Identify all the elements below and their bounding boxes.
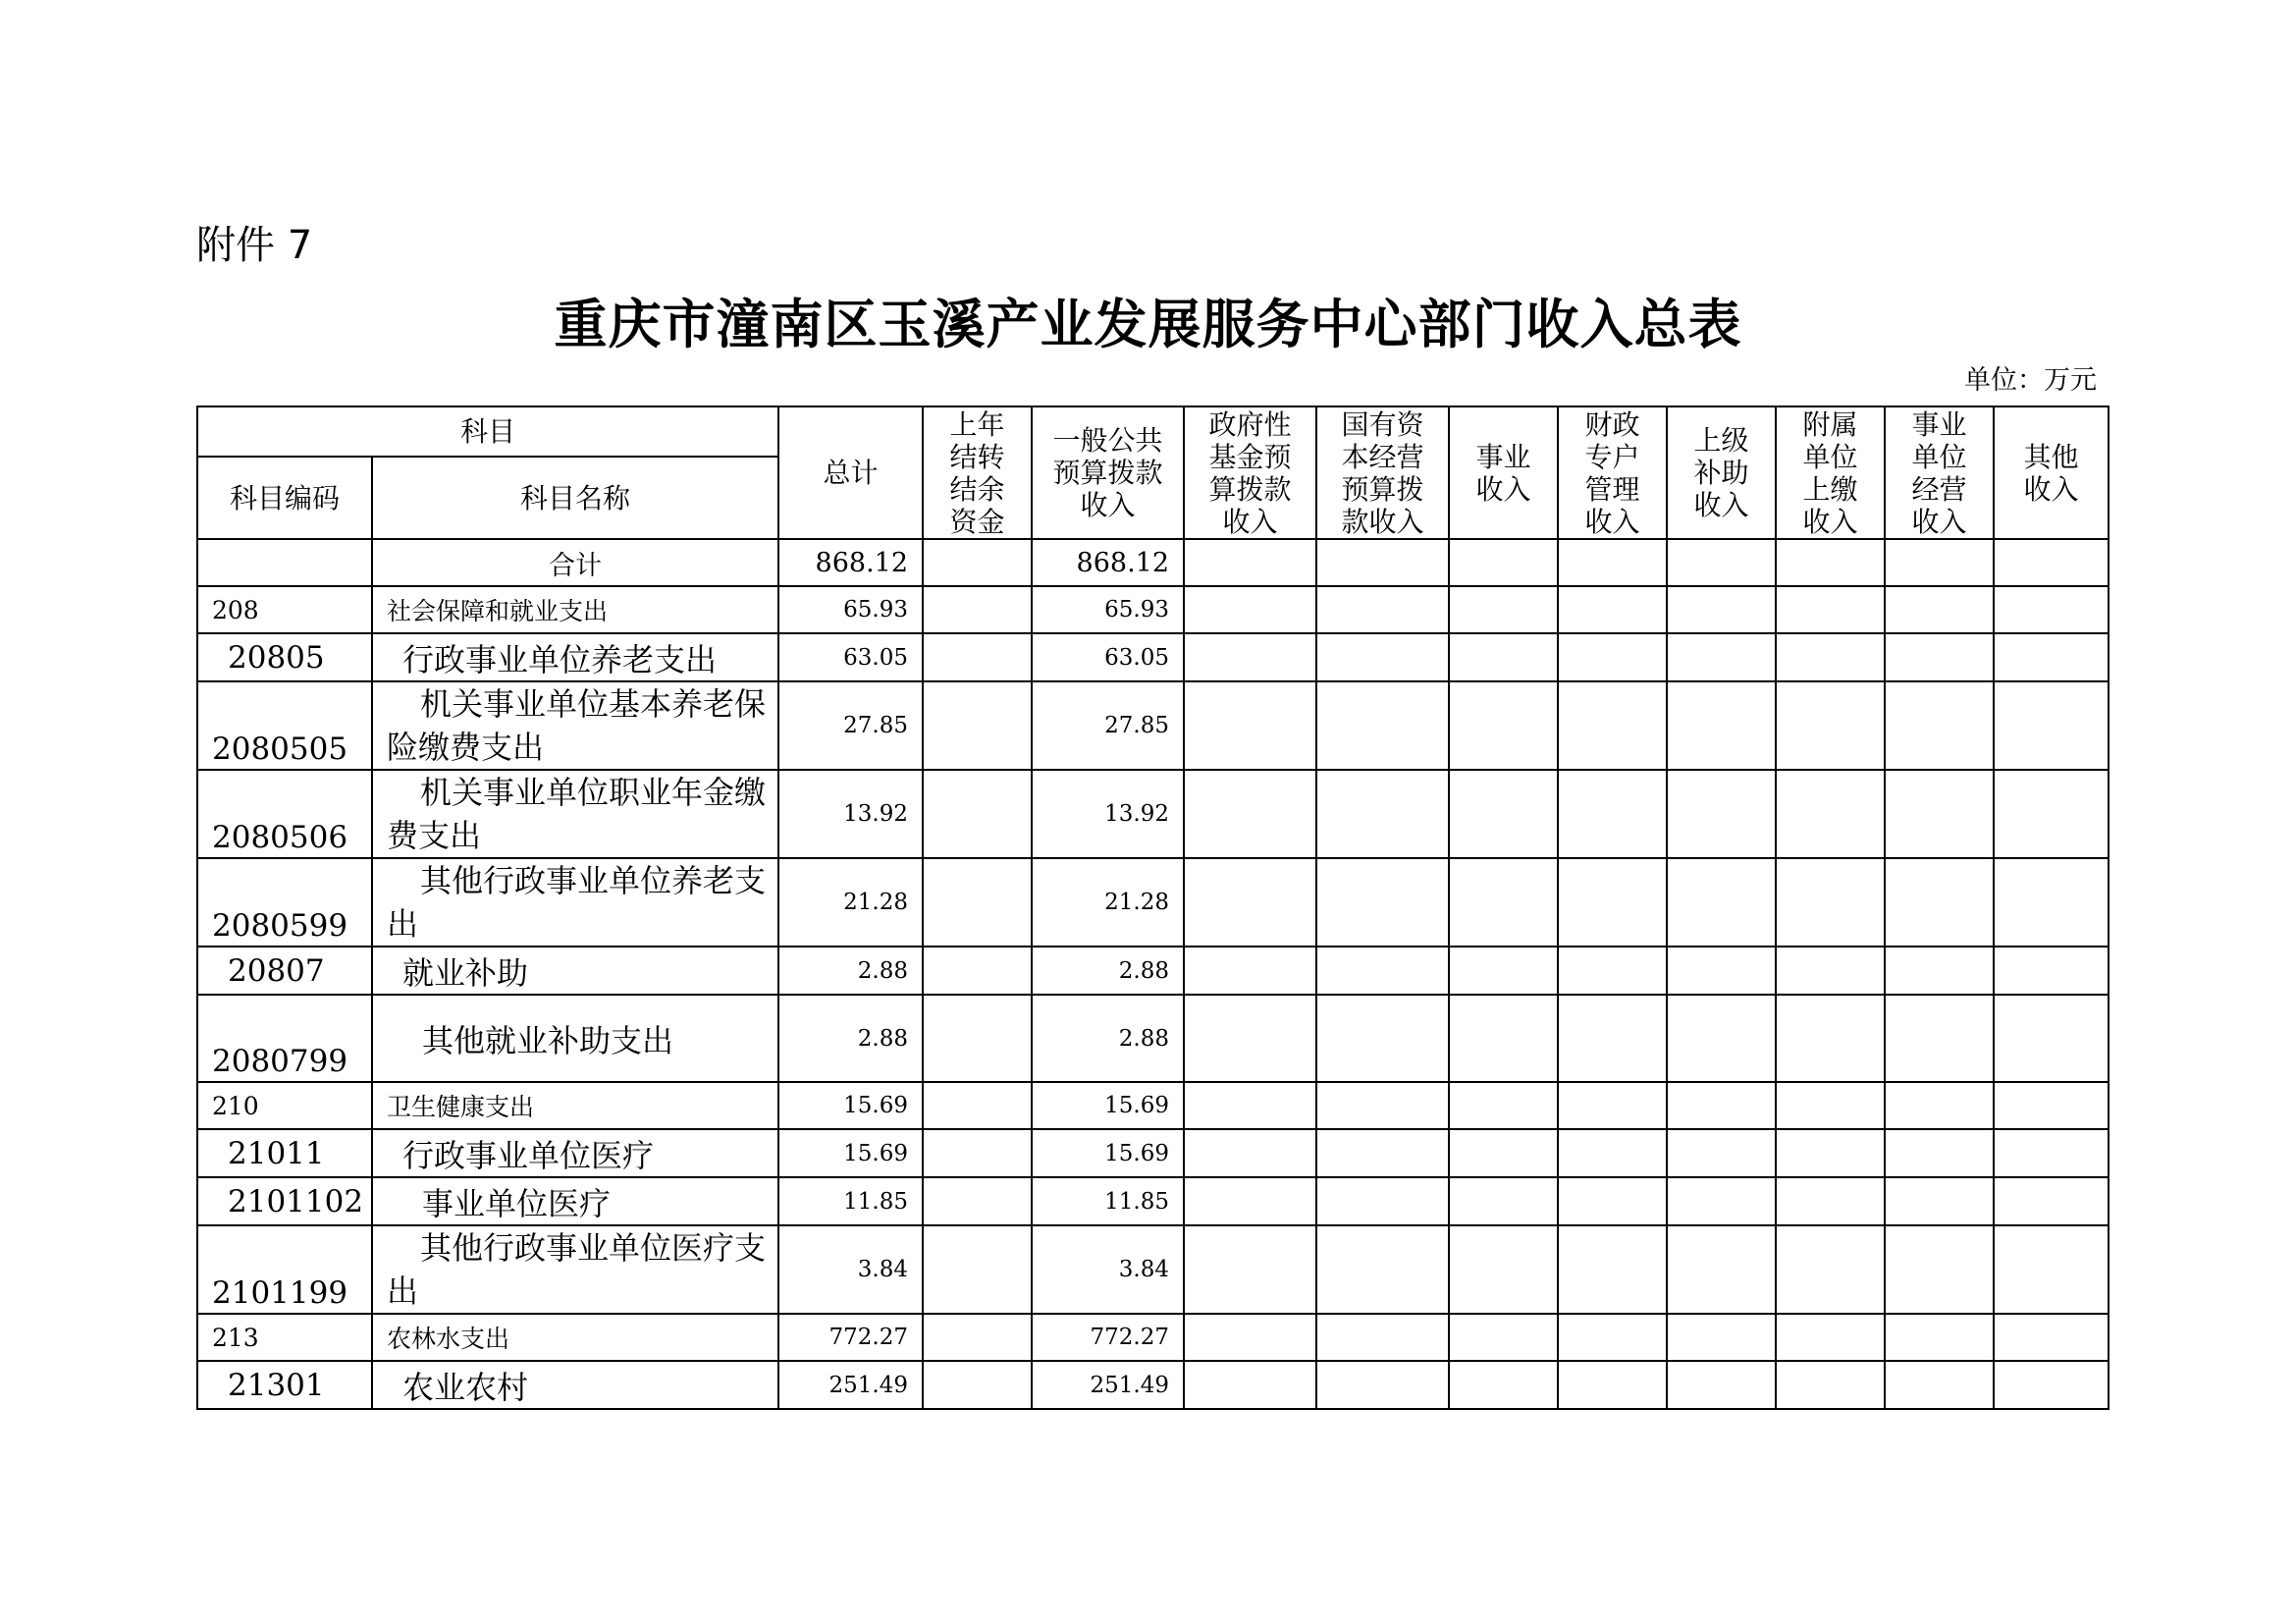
- empty-cell: [1994, 858, 2109, 947]
- empty-cell: [1184, 1082, 1316, 1129]
- total-value: 27.85: [778, 681, 923, 770]
- carryover-value: [923, 1129, 1032, 1177]
- empty-cell: [1885, 1314, 1994, 1361]
- carryover-value: [923, 1225, 1032, 1314]
- header-line: 单位: [1802, 440, 1858, 473]
- table-row: [197, 1361, 2109, 1409]
- header-line: 补助: [1693, 457, 1749, 489]
- empty-cell: [1885, 770, 1994, 858]
- table-row: [197, 586, 2109, 633]
- business-operation-header: [1885, 406, 1994, 539]
- empty-cell: [1316, 1177, 1449, 1225]
- total-value: 63.05: [778, 633, 923, 681]
- header-line: 收入: [1802, 505, 1858, 538]
- header-line: 收入: [1080, 489, 1136, 521]
- empty-cell: [1776, 995, 1885, 1082]
- subject-code: 2080506: [197, 770, 372, 858]
- carryover-value: [923, 633, 1032, 681]
- empty-cell: [1184, 995, 1316, 1082]
- empty-cell: [1885, 681, 1994, 770]
- empty-cell: [1994, 1082, 2109, 1129]
- empty-cell: [1449, 995, 1558, 1082]
- empty-cell: [1558, 1225, 1667, 1314]
- table-row: [197, 1314, 2109, 1361]
- total-value: 251.49: [778, 1361, 923, 1409]
- header-line: 经营: [1911, 472, 1967, 506]
- empty-cell: [1667, 1129, 1776, 1177]
- total-value: 2.88: [778, 995, 923, 1082]
- subject-name: 就业补助: [372, 947, 778, 995]
- total-row: [197, 539, 2109, 586]
- empty-cell: [1667, 1082, 1776, 1129]
- empty-cell: [1558, 1129, 1667, 1177]
- empty-cell: [1776, 1082, 1885, 1129]
- empty-cell: [1885, 1082, 1994, 1129]
- carryover-value: [923, 995, 1032, 1082]
- empty-cell: [1449, 1314, 1558, 1361]
- empty-cell: [1558, 770, 1667, 858]
- empty-cell: [1667, 858, 1776, 947]
- total-value: 11.85: [778, 1177, 923, 1225]
- gov-fund-header: [1184, 406, 1316, 539]
- empty-cell: [1885, 1129, 1994, 1177]
- empty-cell: [1885, 858, 1994, 947]
- table-row: [197, 858, 2109, 947]
- empty-cell: [1316, 633, 1449, 681]
- empty-cell: [1994, 633, 2109, 681]
- income-summary-table: [196, 406, 2109, 1410]
- empty-cell: [1449, 1129, 1558, 1177]
- header-line: 结转: [949, 440, 1005, 473]
- header-line: 资金: [949, 505, 1005, 538]
- empty-cell: [1994, 1314, 2109, 1361]
- empty-cell: [1558, 586, 1667, 633]
- empty-cell: [1994, 770, 2109, 858]
- empty-cell: [1776, 681, 1885, 770]
- empty-cell: [1667, 1361, 1776, 1409]
- empty-cell: [1776, 539, 1885, 586]
- carryover-value: [923, 1177, 1032, 1225]
- empty-cell: [1885, 1225, 1994, 1314]
- empty-cell: [1885, 539, 1994, 586]
- empty-cell: [1667, 770, 1776, 858]
- empty-cell: [1558, 995, 1667, 1082]
- subject-code: 21301: [197, 1361, 372, 1409]
- header-line: 一般公共: [1052, 424, 1163, 457]
- total-value: 772.27: [778, 1314, 923, 1361]
- name-header: 科目名称: [372, 457, 778, 539]
- table-row: [197, 1225, 2109, 1314]
- header-line: 事业: [1911, 407, 1967, 441]
- table-row: [197, 681, 2109, 770]
- carryover-value: [923, 586, 1032, 633]
- header-line: 管理: [1584, 472, 1640, 506]
- empty-cell: [1316, 1129, 1449, 1177]
- subject-name: 机关事业单位职业年金缴费支出: [372, 770, 778, 858]
- table-row: [197, 995, 2109, 1082]
- empty-cell: [1558, 1082, 1667, 1129]
- empty-cell: [1449, 681, 1558, 770]
- empty-cell: [1667, 1177, 1776, 1225]
- header-line: 基金预: [1208, 440, 1292, 473]
- header-line: 国有资: [1341, 407, 1424, 441]
- general-budget-value: 251.49: [1032, 1361, 1184, 1409]
- general-budget-value: 2.88: [1032, 947, 1184, 995]
- subject-name: 事业单位医疗: [372, 1177, 778, 1225]
- empty-cell: [1994, 539, 2109, 586]
- header-line: 事业: [1475, 440, 1531, 473]
- empty-cell: [1776, 1225, 1885, 1314]
- business-income-header: [1449, 406, 1558, 539]
- empty-cell: [1449, 539, 1558, 586]
- subject-code: 2080799: [197, 995, 372, 1082]
- empty-cell: [1776, 770, 1885, 858]
- table-row: [197, 947, 2109, 995]
- subject-name: 其他行政事业单位养老支出: [372, 858, 778, 947]
- subject-code: 208: [197, 586, 372, 633]
- total-value: 15.69: [778, 1082, 923, 1129]
- subject-code: 2101199: [197, 1225, 372, 1314]
- general-budget-value: 21.28: [1032, 858, 1184, 947]
- empty-cell: [1994, 1361, 2109, 1409]
- subject-code: 20807: [197, 947, 372, 995]
- general-budget-value: 2.88: [1032, 995, 1184, 1082]
- empty-cell: [1994, 1129, 2109, 1177]
- empty-cell: [1667, 995, 1776, 1082]
- empty-cell: [1449, 858, 1558, 947]
- subject-name: 农业农村: [372, 1361, 778, 1409]
- empty-cell: [1449, 586, 1558, 633]
- header-line: 收入: [1475, 472, 1531, 506]
- empty-cell: [1184, 1129, 1316, 1177]
- general-budget-header: [1032, 406, 1184, 539]
- affiliated-turnover-header: [1776, 406, 1885, 539]
- total-value: 65.93: [778, 586, 923, 633]
- empty-cell: [1558, 858, 1667, 947]
- header-line: 上年: [949, 407, 1005, 441]
- empty-cell: [1184, 681, 1316, 770]
- empty-cell: [1885, 633, 1994, 681]
- empty-cell: [1449, 1082, 1558, 1129]
- table-row: [197, 1082, 2109, 1129]
- unit-label: 单位：万元: [1964, 365, 2097, 396]
- empty-cell: [1316, 681, 1449, 770]
- empty-cell: [1776, 1177, 1885, 1225]
- other-income-header: [1994, 406, 2109, 539]
- empty-cell: [1885, 995, 1994, 1082]
- empty-cell: [1316, 770, 1449, 858]
- fiscal-special-header: [1558, 406, 1667, 539]
- empty-cell: [1994, 1177, 2109, 1225]
- carryover-header: [923, 406, 1032, 539]
- header-line: 收入: [1222, 505, 1278, 538]
- empty-cell: [1184, 1314, 1316, 1361]
- empty-cell: [1184, 947, 1316, 995]
- empty-cell: [1558, 633, 1667, 681]
- empty-cell: [1776, 586, 1885, 633]
- subject-name: 其他行政事业单位医疗支出: [372, 1225, 778, 1314]
- total-value: 21.28: [778, 858, 923, 947]
- general-budget-value: 13.92: [1032, 770, 1184, 858]
- empty-cell: [1994, 947, 2109, 995]
- empty-cell: [1994, 1225, 2109, 1314]
- empty-cell: [1316, 586, 1449, 633]
- attachment-label: 附件 7: [196, 223, 313, 268]
- empty-cell: [1558, 539, 1667, 586]
- table-row: [197, 770, 2109, 858]
- general-budget-value: 27.85: [1032, 681, 1184, 770]
- empty-cell: [1316, 1361, 1449, 1409]
- general-budget-value: 11.85: [1032, 1177, 1184, 1225]
- header-line: 结余: [949, 472, 1005, 506]
- subject-code: 2101102: [197, 1177, 372, 1225]
- empty-cell: [1184, 1177, 1316, 1225]
- empty-cell: [1776, 1361, 1885, 1409]
- carryover-value: [923, 1082, 1032, 1129]
- subject-code: 213: [197, 1314, 372, 1361]
- total-row-code: [197, 539, 372, 586]
- subject-name: 行政事业单位医疗: [372, 1129, 778, 1177]
- empty-cell: [1994, 995, 2109, 1082]
- empty-cell: [1449, 947, 1558, 995]
- header-line: 收入: [1693, 489, 1749, 521]
- general-budget-value: 63.05: [1032, 633, 1184, 681]
- empty-cell: [1449, 1225, 1558, 1314]
- empty-cell: [1885, 1177, 1994, 1225]
- empty-cell: [1316, 1314, 1449, 1361]
- subject-header: 科目: [197, 406, 778, 457]
- subject-code: 20805: [197, 633, 372, 681]
- header-line: 预算拨: [1341, 472, 1424, 506]
- table-row: [197, 1177, 2109, 1225]
- empty-cell: [1449, 1177, 1558, 1225]
- empty-cell: [1558, 1177, 1667, 1225]
- empty-cell: [1184, 633, 1316, 681]
- empty-cell: [1558, 681, 1667, 770]
- empty-cell: [1316, 995, 1449, 1082]
- subject-name: 其他就业补助支出: [372, 995, 778, 1082]
- empty-cell: [1885, 1361, 1994, 1409]
- empty-cell: [1667, 633, 1776, 681]
- empty-cell: [1316, 1225, 1449, 1314]
- header-line: 预算拨款: [1052, 457, 1163, 489]
- empty-cell: [1316, 858, 1449, 947]
- empty-cell: [1184, 1361, 1316, 1409]
- empty-cell: [1184, 770, 1316, 858]
- empty-cell: [1776, 633, 1885, 681]
- total-value: 3.84: [778, 1225, 923, 1314]
- empty-cell: [1776, 858, 1885, 947]
- total-header: 总计: [778, 406, 923, 539]
- empty-cell: [1558, 1361, 1667, 1409]
- table-row: [197, 633, 2109, 681]
- total-value: 2.88: [778, 947, 923, 995]
- empty-cell: [1316, 539, 1449, 586]
- empty-cell: [1316, 1082, 1449, 1129]
- header-line: 收入: [1584, 505, 1640, 538]
- header-line: 财政: [1584, 407, 1640, 441]
- total-value: 15.69: [778, 1129, 923, 1177]
- header-line: 算拨款: [1208, 472, 1292, 506]
- empty-cell: [1449, 1361, 1558, 1409]
- header-line: 上缴: [1802, 472, 1858, 506]
- page-title: 重庆市潼南区玉溪产业发展服务中心部门收入总表: [554, 293, 1742, 355]
- header-line: 收入: [2023, 472, 2079, 506]
- total-row-name: 合计: [372, 539, 778, 586]
- empty-cell: [1184, 858, 1316, 947]
- subject-name: 卫生健康支出: [372, 1082, 778, 1129]
- empty-cell: [1885, 586, 1994, 633]
- empty-cell: [1667, 539, 1776, 586]
- empty-cell: [1667, 1225, 1776, 1314]
- empty-cell: [1994, 586, 2109, 633]
- empty-cell: [1449, 770, 1558, 858]
- empty-cell: [1776, 947, 1885, 995]
- header-line: 其他: [2023, 440, 2079, 473]
- empty-cell: [1558, 947, 1667, 995]
- empty-cell: [1184, 1225, 1316, 1314]
- header-line: 单位: [1911, 440, 1967, 473]
- general-budget-value: 772.27: [1032, 1314, 1184, 1361]
- total-row-carryover: [923, 539, 1032, 586]
- carryover-value: [923, 681, 1032, 770]
- subject-code: 210: [197, 1082, 372, 1129]
- empty-cell: [1667, 681, 1776, 770]
- header-line: 上级: [1693, 424, 1749, 457]
- empty-cell: [1667, 586, 1776, 633]
- empty-cell: [1776, 1314, 1885, 1361]
- total-row-total: 868.12: [778, 539, 923, 586]
- state-capital-header: [1316, 406, 1449, 539]
- header-line: 款收入: [1341, 505, 1424, 538]
- table-row: [197, 1129, 2109, 1177]
- empty-cell: [1667, 1314, 1776, 1361]
- header-line: 政府性: [1208, 407, 1292, 441]
- empty-cell: [1885, 947, 1994, 995]
- carryover-value: [923, 1314, 1032, 1361]
- carryover-value: [923, 770, 1032, 858]
- total-value: 13.92: [778, 770, 923, 858]
- empty-cell: [1449, 633, 1558, 681]
- empty-cell: [1558, 1314, 1667, 1361]
- subject-name: 农林水支出: [372, 1314, 778, 1361]
- empty-cell: [1776, 1129, 1885, 1177]
- general-budget-value: 65.93: [1032, 586, 1184, 633]
- general-budget-value: 15.69: [1032, 1129, 1184, 1177]
- total-row-general-budget: 868.12: [1032, 539, 1184, 586]
- carryover-value: [923, 947, 1032, 995]
- subject-name: 机关事业单位基本养老保险缴费支出: [372, 681, 778, 770]
- carryover-value: [923, 1361, 1032, 1409]
- code-header: 科目编码: [197, 457, 372, 539]
- empty-cell: [1184, 539, 1316, 586]
- header-line: 收入: [1911, 505, 1967, 538]
- header-line: 附属: [1802, 407, 1858, 441]
- subject-name: 行政事业单位养老支出: [372, 633, 778, 681]
- header-line: 本经营: [1341, 440, 1424, 473]
- subject-code: 21011: [197, 1129, 372, 1177]
- header-line: 专户: [1584, 440, 1640, 473]
- carryover-value: [923, 858, 1032, 947]
- general-budget-value: 3.84: [1032, 1225, 1184, 1314]
- subject-code: 2080505: [197, 681, 372, 770]
- empty-cell: [1994, 681, 2109, 770]
- empty-cell: [1184, 586, 1316, 633]
- subject-name: 社会保障和就业支出: [372, 586, 778, 633]
- general-budget-value: 15.69: [1032, 1082, 1184, 1129]
- empty-cell: [1667, 947, 1776, 995]
- empty-cell: [1316, 947, 1449, 995]
- superior-subsidy-header: [1667, 406, 1776, 539]
- subject-code: 2080599: [197, 858, 372, 947]
